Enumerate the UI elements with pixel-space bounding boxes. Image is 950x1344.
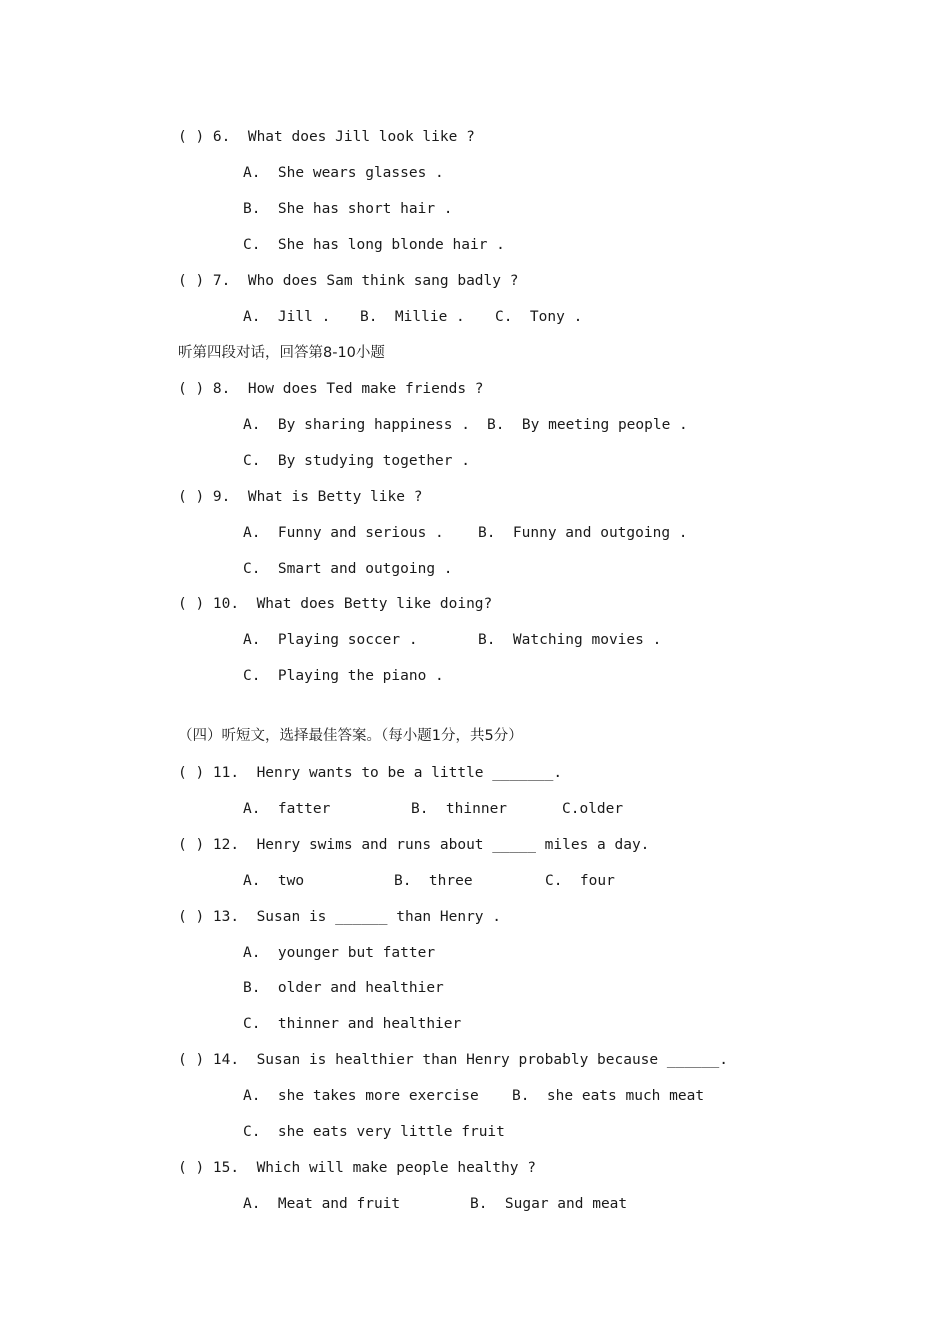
question-6-option-a: A. She wears glasses . [243,165,444,181]
question-12-option-c: C. four [545,873,615,889]
question-12-stem: ( ) 12. Henry swims and runs about _____ miles a day. [178,837,650,853]
question-6-stem: ( ) 6. What does Jill look like ? [178,129,475,145]
question-9-option-a: A. Funny and serious . [243,525,444,541]
question-13-option-c: C. thinner and healthier [243,1016,462,1032]
question-13-stem: ( ) 13. Susan is ______ than Henry . [178,909,502,925]
question-12-option-a: A. two [243,873,305,889]
question-8-stem: ( ) 8. How does Ted make friends ? [178,381,484,397]
question-6-option-c: C. She has long blonde hair . [243,237,505,253]
question-14-option-c: C. she eats very little fruit [243,1124,505,1140]
question-8-option-a: A. By sharing happiness . [243,417,470,433]
question-7-option-b: B. Millie . [360,309,465,325]
question-14-option-a: A. she takes more exercise [243,1088,479,1104]
question-8-option-b: B. By meeting people . [487,417,688,433]
section-4-heading: （四）听短文，选择最佳答案。（每小题1分，共5分） [178,728,523,744]
question-9-option-c: C. Smart and outgoing . [243,561,453,577]
question-11-option-a: A. fatter [243,801,331,817]
question-7-option-a: A. Jill . [243,309,331,325]
question-11-option-c: C.older [562,801,624,817]
section-dialog-4-heading: 听第四段对话，回答第8-10小题 [178,345,385,361]
question-7-option-c: C. Tony . [495,309,583,325]
question-6-option-b: B. She has short hair . [243,201,453,217]
question-10-option-b: B. Watching movies . [478,632,662,648]
question-11-option-b: B. thinner [411,801,508,817]
question-10-option-a: A. Playing soccer . [243,632,418,648]
question-14-stem: ( ) 14. Susan is healthier than Henry probably because ______. [178,1052,728,1068]
question-14-option-b: B. she eats much meat [512,1088,705,1104]
question-13-option-a: A. younger but fatter [243,945,436,961]
question-9-stem: ( ) 9. What is Betty like ? [178,489,423,505]
question-10-stem: ( ) 10. What does Betty like doing? [178,596,493,612]
question-9-option-b: B. Funny and outgoing . [478,525,688,541]
question-12-option-b: B. three [394,873,473,889]
question-8-option-c: C. By studying together . [243,453,470,469]
question-15-option-a: A. Meat and fruit [243,1196,401,1212]
question-7-stem: ( ) 7. Who does Sam think sang badly ? [178,273,519,289]
question-10-option-c: C. Playing the piano . [243,668,444,684]
question-15-option-b: B. Sugar and meat [470,1196,628,1212]
question-11-stem: ( ) 11. Henry wants to be a little _______. [178,765,563,781]
question-15-stem: ( ) 15. Which will make people healthy ? [178,1160,536,1176]
question-13-option-b: B. older and healthier [243,980,444,996]
